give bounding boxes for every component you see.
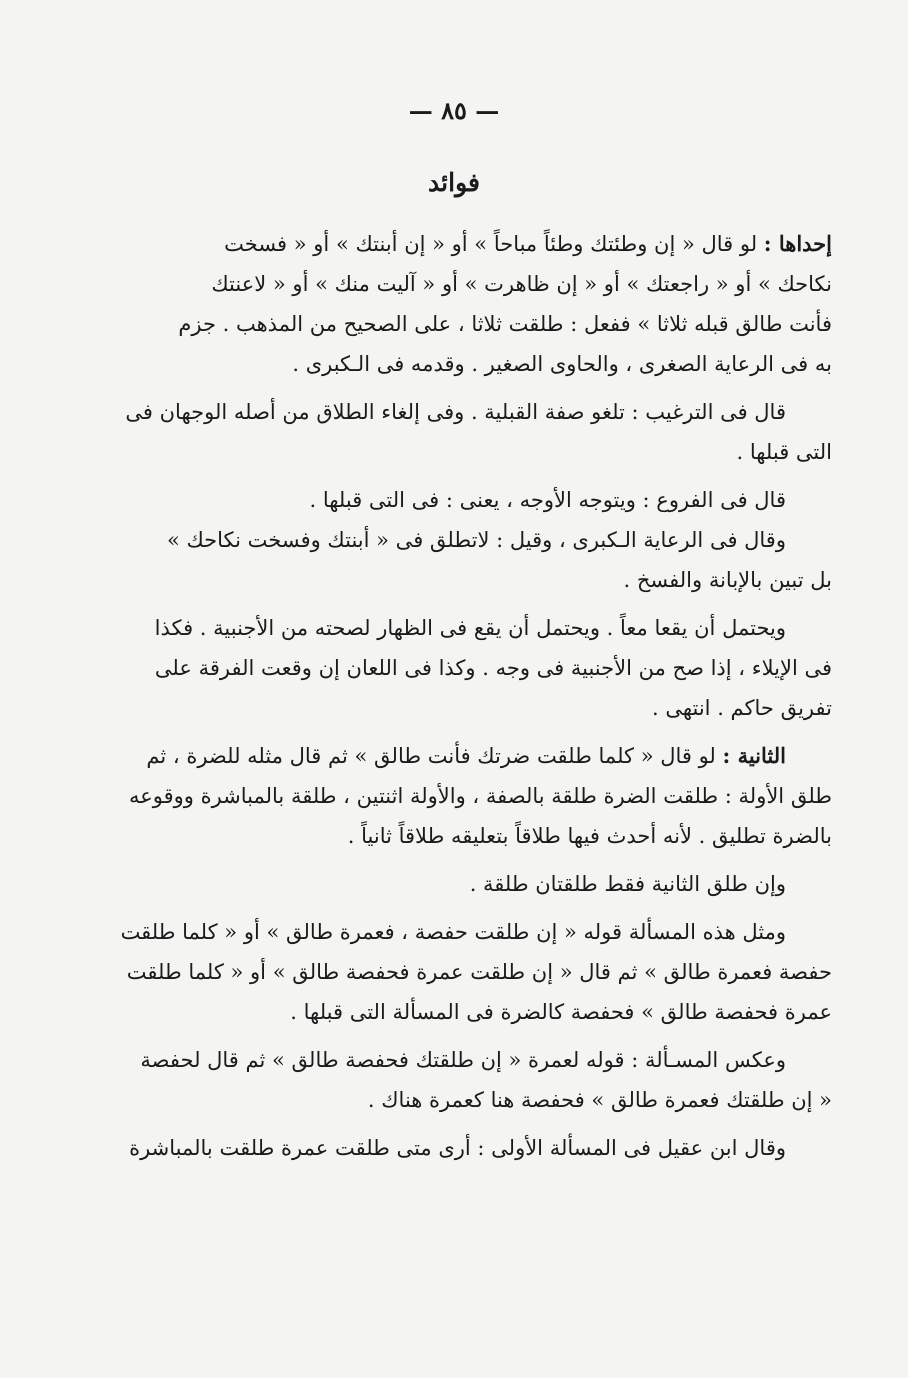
section-heading: فوائد xyxy=(428,168,480,197)
body-text xyxy=(120,224,832,1168)
text-line xyxy=(182,1080,832,1120)
line-text: بالضرة تطليق . لأنه أحدث فيها طلاقاً بتعليقه طلاقاً ثانياً . xyxy=(347,824,832,848)
page-number: — ٨٥ — xyxy=(408,96,500,125)
line-text: ويحتمل أن يقعا معاً . ويحتمل أن يقع فى الظهار لصحته من الأجنبية . فكذا xyxy=(154,616,786,640)
text-line xyxy=(154,648,832,688)
line-text: وقال فى الرعاية الـكبرى ، وقيل : لاتطلق فى « أبنتك وفسخت نكاحك » xyxy=(166,528,786,552)
line-text: نكاحك » أو « راجعتك » أو « إن ظاهرت » أو « آليت منك » أو « لاعنتك xyxy=(211,272,832,296)
line-text: تفريق حاكم . انتهى . xyxy=(651,696,832,720)
text-line xyxy=(182,864,832,904)
text-line xyxy=(154,608,832,648)
line-text: فأنت طالق قبله ثلاثا » ففعل : طلقت ثلاثا ، على الصحيح من المذهب . جزم xyxy=(178,312,832,336)
line-text: لو قال « إن وطئتك وطئاً مباحاً » أو « إن أبنتك » أو « فسخت xyxy=(224,232,764,256)
text-line xyxy=(146,736,832,776)
text-line xyxy=(126,952,832,992)
text-line xyxy=(182,688,832,728)
line-text: فى الإيلاء ، إذا صح من الأجنبية فى وجه . وكذا فى اللعان إن وقعت الفرقة على xyxy=(154,656,832,680)
text-line xyxy=(182,560,832,600)
paragraph-lead: إحداها : xyxy=(763,231,832,256)
text-line xyxy=(182,344,832,384)
text-line xyxy=(128,776,832,816)
line-text: لو قال « كلما طلقت ضرتك فأنت طالق » ثم قال مثله للضرة ، ثم xyxy=(146,744,723,768)
line-text: عمرة فحفصة طالق » فحفصة كالضرة فى المسألة التى قبلها . xyxy=(290,1000,832,1024)
line-text: قال فى الفروع : ويتوجه الأوجه ، يعنى : فى التى قبلها . xyxy=(309,488,786,512)
line-text: حفصة فعمرة طالق » ثم قال « إن طلقت عمرة فحفصة طالق » أو « كلما طلقت xyxy=(126,960,832,984)
line-text: طلق الأولة : طلقت الضرة طلقة بالصفة ، والأولة اثنتين ، طلقة بالمباشرة ووقوعه xyxy=(128,784,832,808)
line-text: ومثل هذه المسألة قوله « إن طلقت حفصة ، فعمرة طالق » أو « كلما طلقت xyxy=(120,920,786,944)
text-line xyxy=(125,392,832,432)
line-text: « إن طلقتك فعمرة طالق » فحفصة هنا كعمرة هناك . xyxy=(367,1088,832,1112)
paragraph-lead: الثانية : xyxy=(722,743,786,768)
text-line xyxy=(182,480,832,520)
line-text: قال فى الترغيب : تلغو صفة القبلية . وفى إلغاء الطلاق من أصله الوجهان فى xyxy=(125,400,786,424)
line-text: به فى الرعاية الصغرى ، والحاوى الصغير . وقدمه فى الـكبرى . xyxy=(292,352,832,376)
line-text: وإن طلق الثانية فقط طلقتان طلقة . xyxy=(469,872,786,896)
text-line xyxy=(182,264,832,304)
line-text: وعكس المسـألة : قوله لعمرة « إن طلقتك فحفصة طالق » ثم قال لحفصة xyxy=(140,1048,786,1072)
line-text: التى قبلها . xyxy=(736,440,832,464)
text-line xyxy=(178,304,832,344)
text-line xyxy=(182,224,832,264)
line-text: بل تبين بالإبانة والفسخ . xyxy=(623,568,832,592)
text-line xyxy=(166,520,832,560)
text-line xyxy=(140,1040,832,1080)
line-text: وقال ابن عقيل فى المسألة الأولى : أرى متى طلقت عمرة طلقت بالمباشرة xyxy=(129,1136,786,1160)
text-line xyxy=(182,816,832,856)
text-line xyxy=(120,912,832,952)
text-line xyxy=(182,992,832,1032)
text-line xyxy=(129,1128,832,1168)
text-line xyxy=(182,432,832,472)
